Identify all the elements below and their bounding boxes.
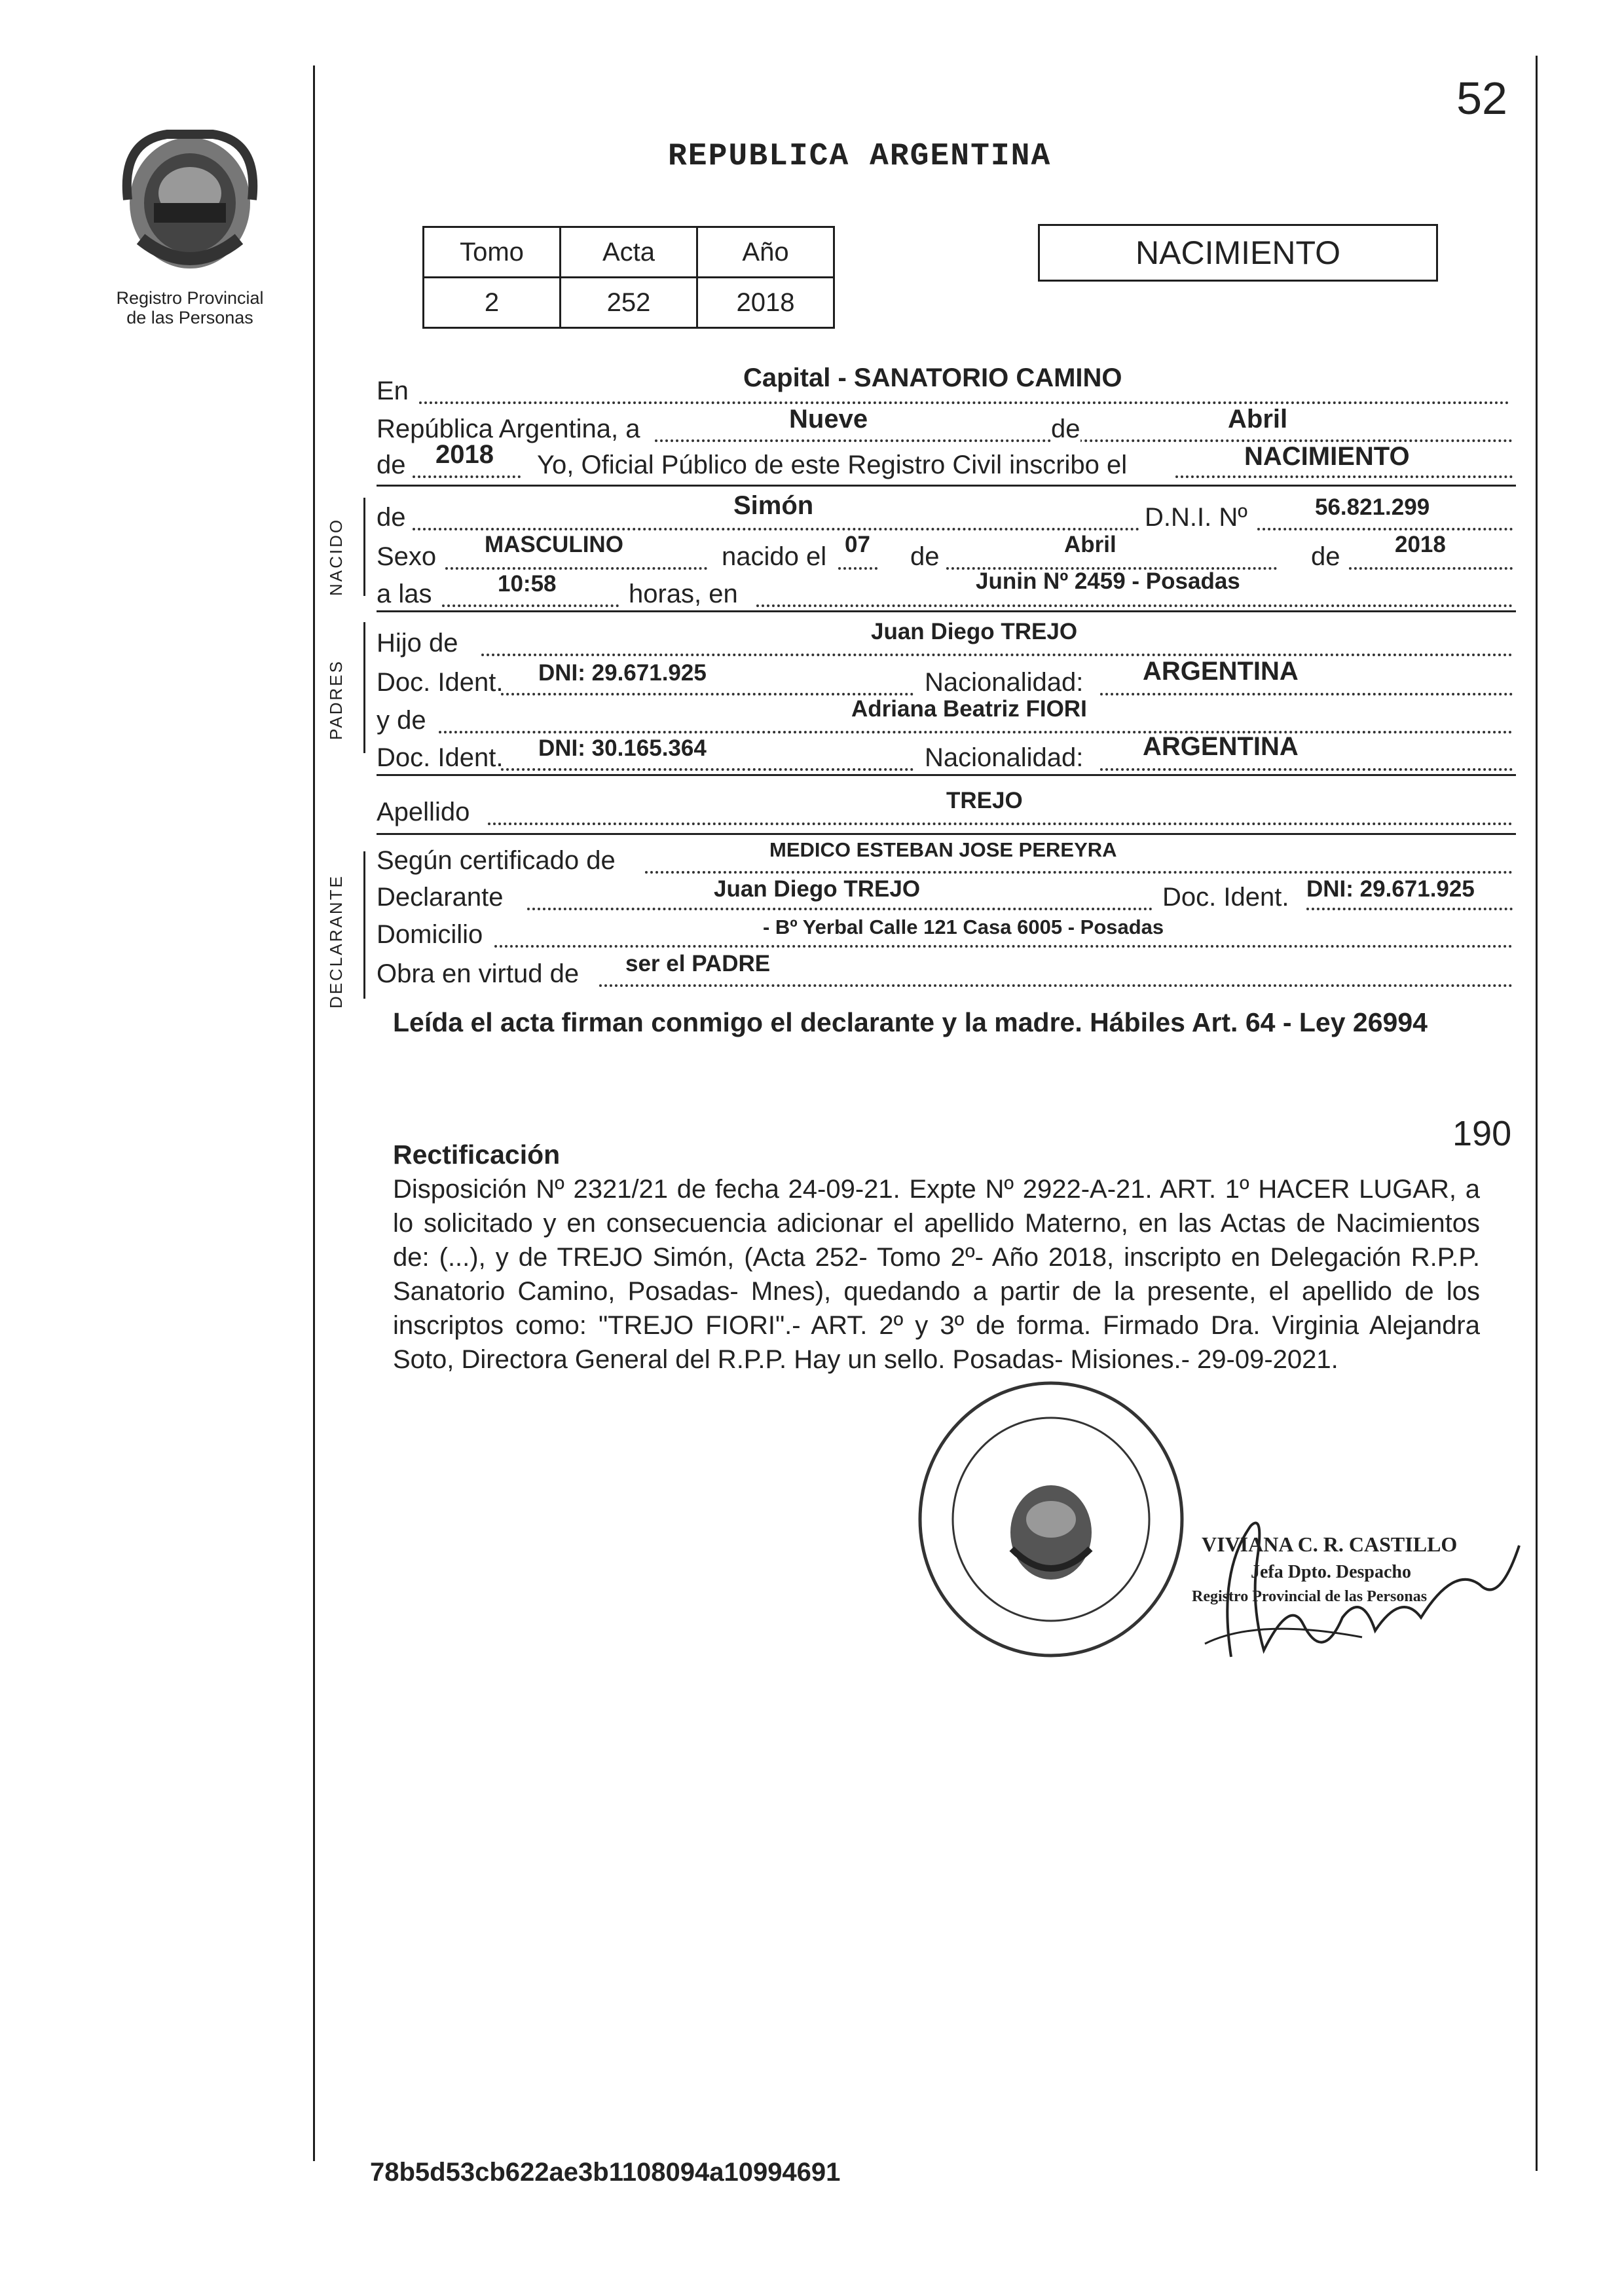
dni-label: D.N.I. Nº — [1145, 503, 1247, 532]
born-month: Abril — [1064, 532, 1116, 557]
certificate-value: MEDICO ESTEBAN JOSE PEREYRA — [769, 838, 1117, 861]
born-sex: MASCULINO — [485, 532, 623, 557]
section-divider — [377, 833, 1516, 835]
value-acta: 252 — [561, 278, 697, 328]
dotted-line — [488, 823, 1513, 825]
registry-table — [422, 226, 835, 329]
emblem-label: Registro Provincial de las Personas — [116, 288, 264, 327]
page-number: 52 — [1456, 73, 1507, 124]
section-bar — [363, 498, 365, 596]
certificate-label: Según certificado de — [377, 846, 616, 875]
dotted-line — [527, 908, 1153, 910]
rectification-title: Rectificación — [393, 1139, 561, 1170]
section-divider — [377, 774, 1516, 776]
officer-text: Yo, Oficial Público de este Registro Civil inscribo el — [537, 451, 1128, 479]
dotted-line — [442, 604, 619, 607]
dotted-line — [599, 984, 1513, 987]
dotted-line — [413, 475, 521, 478]
dotted-line — [413, 528, 1139, 530]
born-day: 07 — [845, 532, 870, 557]
declarant-name: Juan Diego TREJO — [714, 876, 921, 902]
section-label-padres: PADRES — [326, 659, 346, 740]
and-label: y de — [377, 706, 426, 735]
father-name: Juan Diego TREJO — [871, 619, 1078, 644]
dotted-line — [445, 567, 707, 570]
born-time: 10:58 — [498, 571, 557, 597]
left-margin-line — [313, 65, 315, 2161]
official-stamp — [913, 1379, 1189, 1660]
born-name-label: de — [377, 503, 406, 532]
capacity-value: ser el PADRE — [625, 951, 771, 976]
child-of-label: Hijo de — [377, 629, 458, 657]
record-year: 2018 — [435, 440, 494, 469]
header-acta: Acta — [561, 227, 697, 278]
dotted-line — [419, 401, 1509, 404]
surname-label: Apellido — [377, 798, 470, 826]
header-ano: Año — [697, 227, 834, 278]
dotted-line — [1306, 908, 1513, 910]
value-tomo: 2 — [424, 278, 561, 328]
dotted-line — [501, 693, 913, 695]
act-type-box: NACIMIENTO — [1038, 224, 1438, 282]
document-hash: 78b5d53cb622ae3b1108094a10994691 — [370, 2158, 841, 2187]
dotted-line — [645, 871, 1513, 874]
record-act-type: NACIMIENTO — [1244, 442, 1410, 471]
signer-title: Jefa Dpto. Despacho — [1251, 1562, 1411, 1582]
born-date-label: nacido el — [722, 542, 827, 571]
dotted-line — [1175, 475, 1513, 478]
record-month: Abril — [1228, 405, 1288, 434]
dotted-line — [1100, 768, 1513, 771]
dotted-line — [481, 654, 1513, 656]
mother-nationality-label: Nacionalidad: — [925, 743, 1084, 772]
hours-label: horas, en — [629, 580, 738, 608]
value-ano: 2018 — [697, 278, 834, 328]
born-place: Junin Nº 2459 - Posadas — [976, 568, 1240, 594]
place-label: En — [377, 377, 409, 405]
sex-label: Sexo — [377, 542, 437, 571]
of-label: de — [1051, 415, 1080, 443]
provincial-emblem — [115, 121, 265, 278]
domicile-label: Domicilio — [377, 920, 483, 949]
mother-doc: DNI: 30.165.364 — [538, 735, 707, 761]
dotted-line — [1349, 567, 1513, 570]
dotted-line — [838, 567, 877, 570]
declarant-doc: DNI: 29.671.925 — [1306, 876, 1475, 902]
dotted-line — [756, 604, 1513, 607]
right-margin-line — [1536, 56, 1538, 2171]
born-year-label: de — [1311, 542, 1340, 571]
signer-name: VIVIANA C. R. CASTILLO — [1202, 1532, 1458, 1556]
father-nationality-label: Nacionalidad: — [925, 668, 1084, 697]
father-nationality: ARGENTINA — [1143, 657, 1299, 686]
dotted-line — [1100, 693, 1513, 695]
dotted-line — [1257, 528, 1513, 530]
dotted-line — [439, 731, 1513, 733]
republic-label: República Argentina, a — [377, 415, 640, 443]
surname-value: TREJO — [946, 788, 1023, 813]
declarant-doc-label: Doc. Ident. — [1162, 883, 1289, 912]
record-place: Capital - SANATORIO CAMINO — [743, 363, 1122, 392]
mother-doc-label: Doc. Ident. — [377, 743, 504, 772]
born-dni: 56.821.299 — [1315, 494, 1430, 520]
section-bar — [363, 622, 365, 753]
dotted-line — [501, 768, 913, 771]
section-divider — [377, 485, 1516, 487]
rectification-text: Disposición Nº 2321/21 de fecha 24-09-21. Expte Nº 2922-A-21. ART. 1º HACER LUGAR, a lo solicitado y en consecuencia adicionar el apellido Materno, en las Actas de Nacimientos de: (...), y de TREJO Simón, (Acta 252- Tomo 2º- Año 2018, inscripto en Delegación R.P.P. Sanatorio Camino, Posadas- Mnes), quedando a partir de la presente, el apellido de los inscriptos como: "TREJO FIORI".- ART. 2º y 3º de forma. Firmado Dra. Virginia Alejandra Soto, Directora General del R.P.P. Hay un sello. Posadas- Misiones.- 29-09-2021. — [393, 1175, 1480, 1374]
section-label-nacido: NACIDO — [326, 517, 346, 596]
father-doc: DNI: 29.671.925 — [538, 660, 707, 686]
time-label: a las — [377, 580, 432, 608]
section-label-declarante: DECLARANTE — [326, 874, 346, 1009]
country-heading: REPUBLICA ARGENTINA — [668, 139, 1052, 174]
rectification-number: 190 — [1452, 1114, 1512, 1153]
signature-block — [1192, 1506, 1522, 1676]
section-bar — [363, 851, 365, 999]
section-divider — [377, 610, 1516, 612]
domicile-value: - Bº Yerbal Calle 121 Casa 6005 - Posadas — [763, 916, 1164, 938]
dotted-line — [494, 945, 1513, 948]
closing-note: Leída el acta firman conmigo el declarante y la madre. Hábiles Art. 64 - Ley 26994 — [393, 1007, 1428, 1037]
year-label: de — [377, 451, 406, 479]
header-tomo: Tomo — [424, 227, 561, 278]
record-day: Nueve — [789, 405, 868, 434]
born-year: 2018 — [1395, 532, 1446, 557]
mother-name: Adriana Beatriz FIORI — [851, 696, 1087, 722]
born-of-label: de — [910, 542, 940, 571]
mother-nationality: ARGENTINA — [1143, 732, 1299, 761]
declarant-label: Declarante — [377, 883, 504, 912]
signer-office: Registro Provincial de las Personas — [1192, 1588, 1428, 1605]
born-name: Simón — [733, 491, 814, 520]
capacity-label: Obra en virtud de — [377, 959, 580, 988]
father-doc-label: Doc. Ident. — [377, 668, 504, 697]
